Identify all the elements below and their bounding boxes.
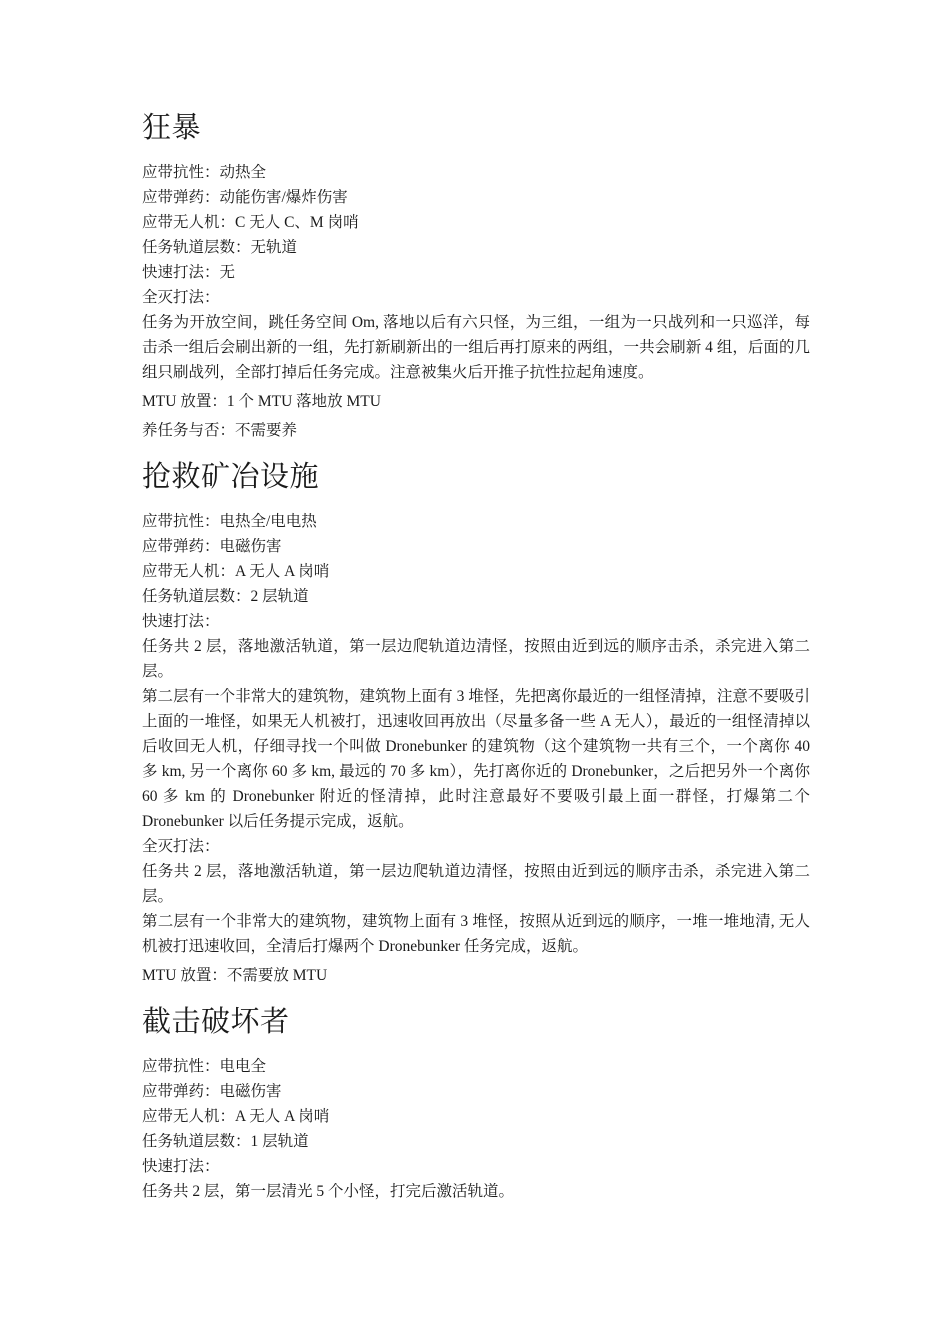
resistance-line: 应带抗性：电热全/电电热 xyxy=(142,513,317,530)
full-clear-paragraph-1: 任务共 2 层，落地激活轨道，第一层边爬轨道边清怪，按照由近到远的顺序击杀，杀完进入第二层。 xyxy=(142,863,810,905)
quick-method-paragraph: 任务共 2 层，第一层清光 5 个小怪，打完后激活轨道。 xyxy=(142,1183,515,1200)
quick-method-label: 快速打法： xyxy=(142,613,220,630)
full-clear-paragraph-2: 第二层有一个非常大的建筑物，建筑物上面有 3 堆怪，按照从近到远的顺序，一堆一堆地清, 无人机被打迅速收回，全清后打爆两个 Dronebunker 任务完成，返航。 xyxy=(142,913,810,955)
section-title: 狂暴 xyxy=(142,112,202,144)
section-kuangbao xyxy=(142,108,810,443)
resistance-line: 应带抗性：动热全 xyxy=(142,164,267,181)
resistance-line: 应带抗性：电电全 xyxy=(142,1058,267,1075)
section-title: 截击破坏者 xyxy=(142,1006,290,1038)
ammo-line: 应带弹药：动能伤害/爆炸伤害 xyxy=(142,189,348,206)
section-salvage-mining xyxy=(142,457,810,988)
track-layers-line: 任务轨道层数：1 层轨道 xyxy=(142,1133,309,1150)
document-content xyxy=(142,108,810,1218)
track-layers-line: 任务轨道层数：无轨道 xyxy=(142,239,298,256)
ammo-line: 应带弹药：电磁伤害 xyxy=(142,538,282,555)
mtu-line: MTU 放置：1 个 MTU 落地放 MTU xyxy=(142,393,381,410)
quick-method-line: 快速打法：无 xyxy=(142,264,236,281)
farm-mission-line: 养任务与否：不需要养 xyxy=(142,422,298,439)
full-clear-label: 全灭打法： xyxy=(142,838,220,855)
section-intercept-saboteur xyxy=(142,1002,810,1204)
quick-method-paragraph-1: 任务共 2 层，落地激活轨道，第一层边爬轨道边清怪，按照由近到远的顺序击杀，杀完进入第二层。 xyxy=(142,638,810,680)
ammo-line: 应带弹药：电磁伤害 xyxy=(142,1083,282,1100)
drone-line: 应带无人机：C 无人 C、M 岗哨 xyxy=(142,214,359,231)
quick-method-paragraph-2: 第二层有一个非常大的建筑物，建筑物上面有 3 堆怪，先把离你最近的一组怪清掉，注意不要吸引上面的一堆怪，如果无人机被打，迅速收回再放出（尽量多备一些 A 无人），最近的一组怪清掉以后收回无人机，仔细寻找一个叫做 Dronebunker 的建筑物（这个建筑物一共有三个，一个离你 40 多 km, 另一个离你 60 多 km, 最远的 70 多 km），先打离你近的 Dronebunker，之后把另外一个离你 60 多 km 的 Dronebunker 附近的怪清掉，此时注意最好不要吸引最上面一群怪，打爆第二个 Dronebunker 以后任务提示完成，返航。 xyxy=(142,688,810,830)
mtu-line: MTU 放置：不需要放 MTU xyxy=(142,967,328,984)
quick-method-label: 快速打法： xyxy=(142,1158,220,1175)
drone-line: 应带无人机：A 无人 A 岗哨 xyxy=(142,563,330,580)
drone-line: 应带无人机：A 无人 A 岗哨 xyxy=(142,1108,330,1125)
full-clear-paragraph: 任务为开放空间，跳任务空间 Om, 落地以后有六只怪，为三组，一组为一只战列和一只巡洋，每击杀一组后会刷出新的一组，先打新刷新出的一组后再打原来的两组，一共会刷新 4 组，后面的几组只刷战列，全部打掉后任务完成。注意被集火后开推子抗性拉起角速度。 xyxy=(142,314,810,381)
section-title: 抢救矿冶设施 xyxy=(142,461,320,493)
track-layers-line: 任务轨道层数：2 层轨道 xyxy=(142,588,309,605)
full-clear-label: 全灭打法： xyxy=(142,289,220,306)
